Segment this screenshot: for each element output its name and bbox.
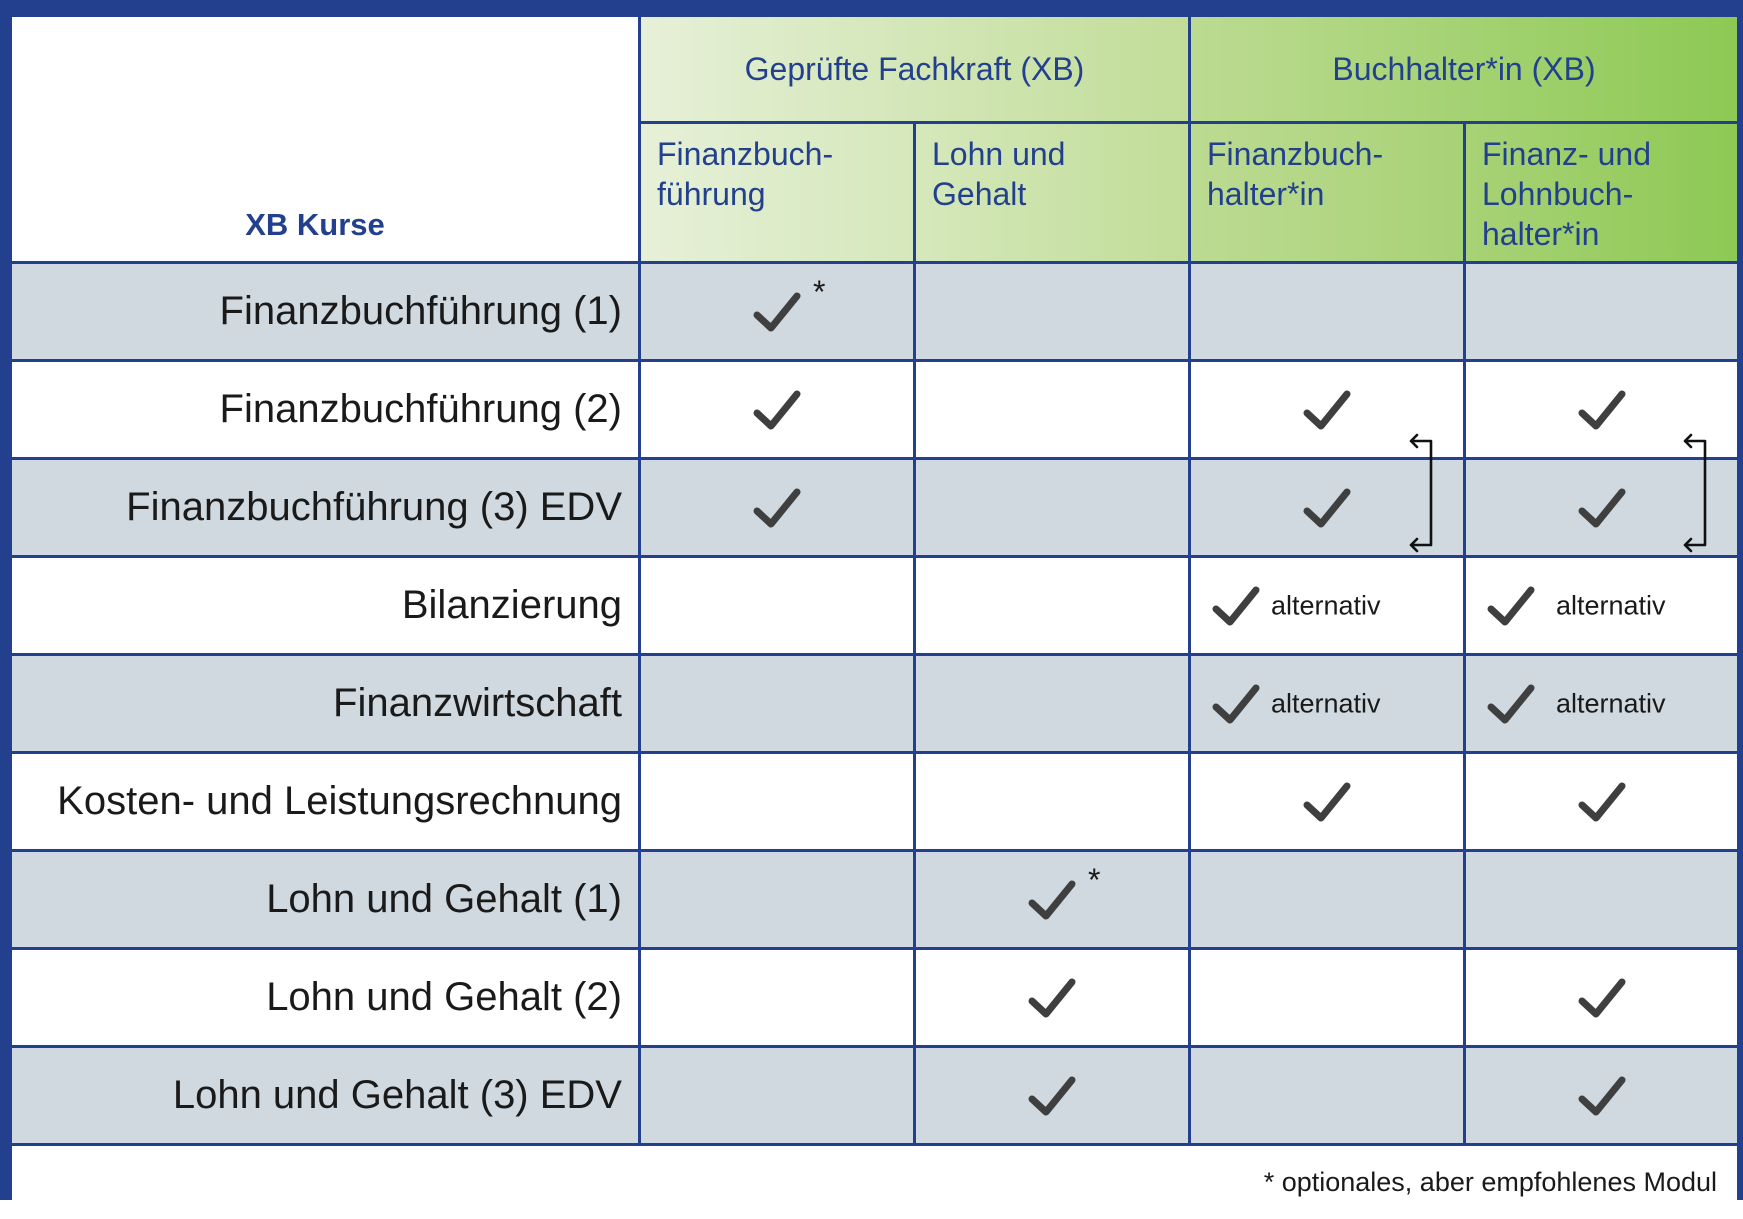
table-cell xyxy=(1191,1048,1463,1143)
check-icon xyxy=(1577,1074,1627,1118)
check-icon xyxy=(1486,584,1536,628)
table-cell xyxy=(641,754,913,849)
table-cell xyxy=(1191,852,1463,947)
alternative-label: alternativ xyxy=(1556,590,1666,620)
table-cell xyxy=(641,950,913,1045)
check-icon xyxy=(1302,388,1352,432)
check-icon xyxy=(752,486,802,530)
check-icon xyxy=(1302,486,1352,530)
table-cell xyxy=(916,754,1188,849)
table-cell xyxy=(916,264,1188,359)
group-header-fachkraft: Geprüfte Fachkraft (XB) xyxy=(641,17,1188,121)
check-icon xyxy=(1577,780,1627,824)
alternative-label: alternativ xyxy=(1556,688,1666,718)
column-header-finanzbuchhalter: Finanzbuch- halter*in xyxy=(1191,124,1463,261)
corner-header xyxy=(12,17,638,261)
table-cell xyxy=(1466,558,1737,653)
table-cell xyxy=(916,950,1188,1045)
check-icon xyxy=(1302,780,1352,824)
table-cell xyxy=(1191,950,1463,1045)
column-header-lohn-und-gehalt: Lohn und Gehalt xyxy=(916,124,1188,261)
table-cell xyxy=(1466,362,1737,457)
table-cell xyxy=(1466,264,1737,359)
course-matrix-table xyxy=(12,17,1729,1197)
table-cell xyxy=(916,362,1188,457)
check-icon xyxy=(1577,486,1627,530)
table-cell xyxy=(641,460,913,555)
table-cell xyxy=(1466,656,1737,751)
row-label: Finanzbuchführung (1) xyxy=(12,264,638,359)
table-cell xyxy=(916,558,1188,653)
check-icon xyxy=(1027,878,1077,922)
row-label: Kosten- und Leistungsrechnung xyxy=(12,754,638,849)
footnote: * optionales, aber empfohlenes Modul xyxy=(12,1146,1737,1219)
check-icon xyxy=(1027,976,1077,1020)
table-cell xyxy=(641,656,913,751)
table-cell xyxy=(641,362,913,457)
row-label: Bilanzierung xyxy=(12,558,638,653)
table-cell xyxy=(641,1048,913,1143)
row-label: Finanzwirtschaft xyxy=(12,656,638,751)
check-icon xyxy=(1577,388,1627,432)
table-cell xyxy=(1466,754,1737,849)
table-cell xyxy=(1466,1048,1737,1143)
table-cell xyxy=(1191,460,1463,555)
table-cell xyxy=(641,264,913,359)
table-cell xyxy=(916,1048,1188,1143)
table-cell xyxy=(641,558,913,653)
column-header-finanzbuchfuehrung: Finanzbuch- führung xyxy=(641,124,913,261)
check-icon xyxy=(1211,584,1261,628)
group-header-buchhalter: Buchhalter*in (XB) xyxy=(1191,17,1737,121)
table-cell xyxy=(1191,264,1463,359)
table-cell xyxy=(916,852,1188,947)
row-label: Lohn und Gehalt (1) xyxy=(12,852,638,947)
check-icon xyxy=(1486,682,1536,726)
table-cell xyxy=(1466,460,1737,555)
table-cell xyxy=(1466,950,1737,1045)
optional-marker: * xyxy=(1088,862,1101,898)
row-label: Lohn und Gehalt (2) xyxy=(12,950,638,1045)
table-cell xyxy=(1191,362,1463,457)
corner-label: XB Kurse xyxy=(245,207,385,242)
column-header-finanz-und-lohnbuchhalter: Finanz- und Lohnbuch- halter*in xyxy=(1466,124,1737,261)
check-icon xyxy=(1577,976,1627,1020)
alternative-label: alternativ xyxy=(1271,688,1381,718)
table-cell xyxy=(1466,852,1737,947)
table-cell xyxy=(916,656,1188,751)
optional-marker: * xyxy=(813,274,826,310)
row-label: Finanzbuchführung (2) xyxy=(12,362,638,457)
check-icon xyxy=(1027,1074,1077,1118)
check-icon xyxy=(752,290,802,334)
table-cell xyxy=(1191,656,1463,751)
check-icon xyxy=(1211,682,1261,726)
table-cell xyxy=(1191,558,1463,653)
alternative-label: alternativ xyxy=(1271,590,1381,620)
table-cell xyxy=(641,852,913,947)
table-cell xyxy=(1191,754,1463,849)
row-label: Lohn und Gehalt (3) EDV xyxy=(12,1048,638,1143)
check-icon xyxy=(752,388,802,432)
table-cell xyxy=(916,460,1188,555)
row-label: Finanzbuchführung (3) EDV xyxy=(12,460,638,555)
